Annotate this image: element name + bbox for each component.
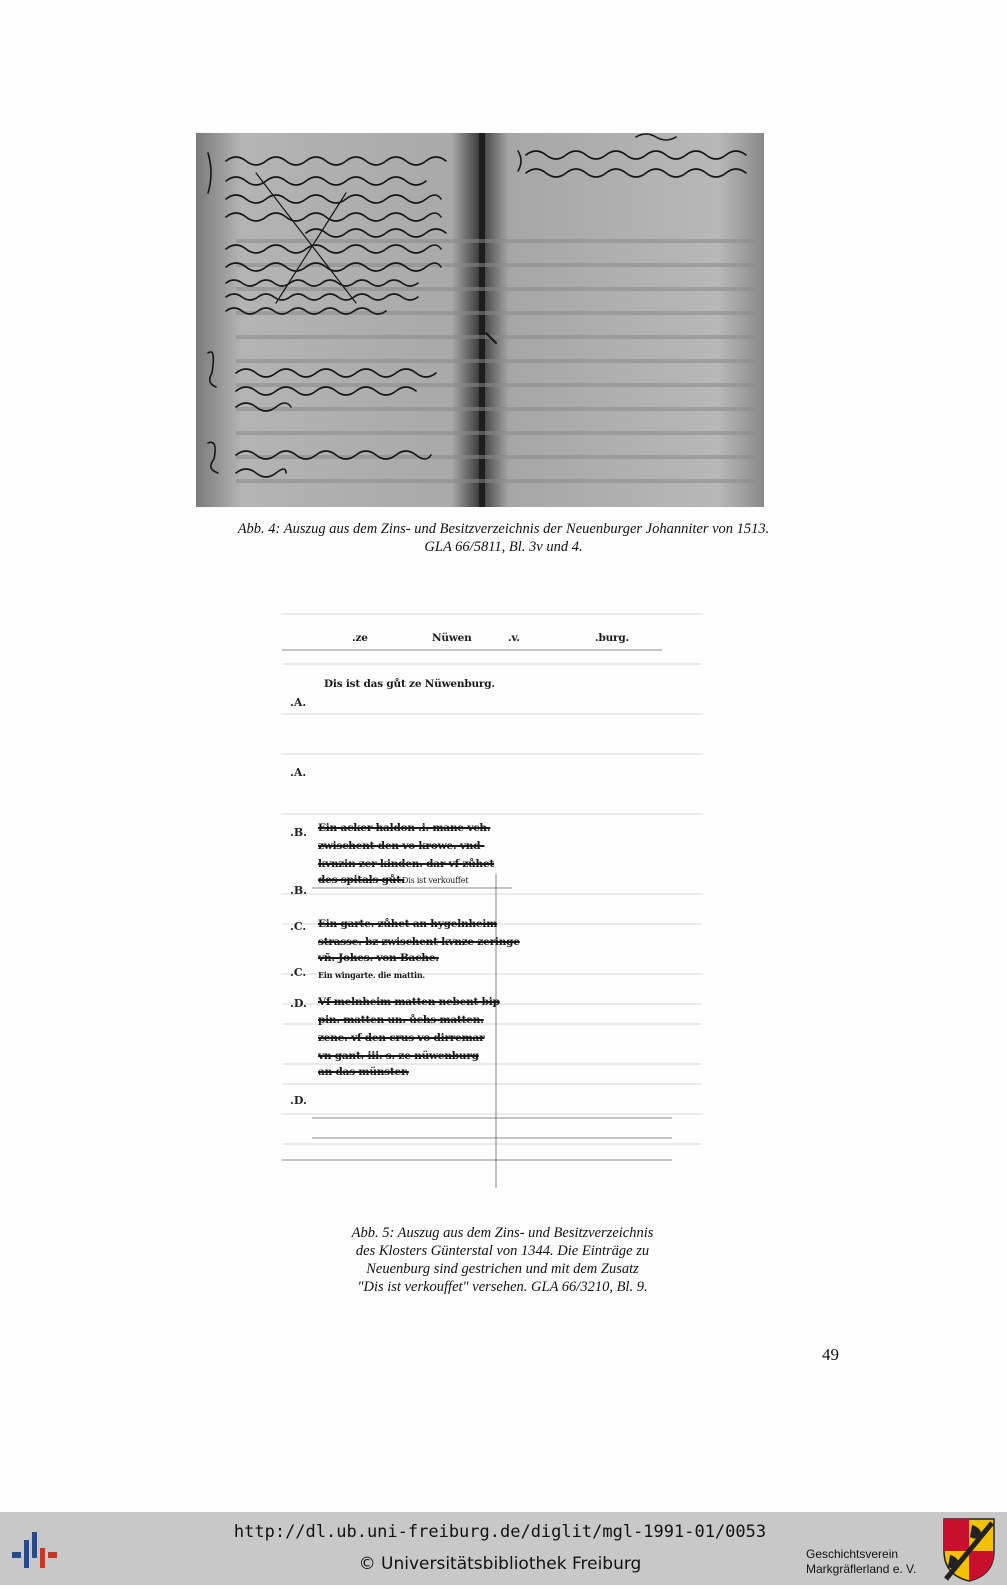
register-entry: kvnzin zer kinden. dar vf zůhet xyxy=(318,858,495,870)
page-number: 49 xyxy=(822,1345,839,1364)
society-name-line1: Geschichtsverein xyxy=(806,1547,899,1561)
register-header-ze: .ze xyxy=(352,632,368,644)
register-header-nuewen: Nüwen xyxy=(432,632,472,644)
figure-4-caption-line1: Abb. 4: Auszug aus dem Zins- und Besitzverzeichnis der Neuenburger Johanniter von 1513. xyxy=(237,521,770,537)
register-marker: .D. xyxy=(290,1094,307,1107)
register-entry: vn gant. iii. s. ze nüwenburg xyxy=(318,1050,479,1062)
register-entry: Ein garte. zůhet an hygelnheim xyxy=(318,918,498,930)
register-header-v: .v. xyxy=(508,632,520,644)
register-entry: Ein acker haldon .i. mane vch. xyxy=(318,822,491,834)
register-header-burg: .burg. xyxy=(595,632,629,644)
register-page-1344 xyxy=(282,604,702,1188)
register-entry: an das münster. xyxy=(318,1066,409,1078)
register-marker: .C. xyxy=(290,920,307,933)
register-entry: zwischent den vo krowe. vnd- xyxy=(318,840,485,852)
register-marker: .B. xyxy=(290,884,307,897)
register-entry: zene. vf den crus vo dirremar xyxy=(318,1032,485,1044)
society-name-line2: Markgräflerland e. V. xyxy=(806,1562,917,1576)
register-marker: .C. xyxy=(290,966,307,979)
figure-5-caption-line1: Abb. 5: Auszug aus dem Zins- und Besitzverzeichnis xyxy=(351,1225,654,1241)
markgraeflerland-crest-icon[interactable] xyxy=(942,1517,996,1583)
figure-5-caption-line3: Neuenburg sind gestrichen und mit dem Zusatz xyxy=(366,1261,639,1277)
register-entry: Ein wingarte. die mattin. xyxy=(318,970,426,980)
figure-5-caption-line2: des Klosters Günterstal von 1344. Die Einträge zu xyxy=(355,1243,650,1259)
register-marker: .A. xyxy=(290,696,307,709)
register-marker: .D. xyxy=(290,997,307,1010)
register-entry: strasse. bz zwischent kvnze zeringe xyxy=(318,936,520,948)
register-rulings xyxy=(282,604,702,1188)
figure-4-caption-line2: GLA 66/5811, Bl. 3v und 4. xyxy=(424,539,583,555)
register-marker: .B. xyxy=(290,826,307,839)
register-entry: des spitals gůt. xyxy=(318,874,405,886)
copyright-notice: © Universitätsbibliothek Freiburg xyxy=(358,1554,642,1574)
figure-5-caption-line4: "Dis ist verkouffet" versehen. GLA 66/3210, Bl. 9. xyxy=(357,1279,648,1295)
register-marker: .A. xyxy=(290,766,307,779)
register-entry: Vf melnheim matten nebent bip xyxy=(318,996,500,1008)
register-entry: vñ. Johes. von Bache. xyxy=(318,952,439,964)
register-intro: Dis ist das gůt ze Nüwenburg. xyxy=(324,678,495,690)
ub-freiburg-logo-icon[interactable] xyxy=(10,1530,66,1570)
figure-5-caption xyxy=(280,1224,725,1296)
library-footer xyxy=(0,1512,1007,1585)
manuscript-photo-1513 xyxy=(196,133,764,507)
register-entry: pin. matten un. ůchs matten. xyxy=(318,1014,484,1026)
society-name xyxy=(806,1547,936,1577)
register-annotation: Dis ist verkouffet xyxy=(402,876,469,885)
document-url-link[interactable]: http://dl.ub.uni-freiburg.de/diglit/mgl-1991-01/0053 xyxy=(233,1522,767,1542)
manuscript-illustration xyxy=(196,133,764,507)
figure-4-caption xyxy=(120,520,887,556)
